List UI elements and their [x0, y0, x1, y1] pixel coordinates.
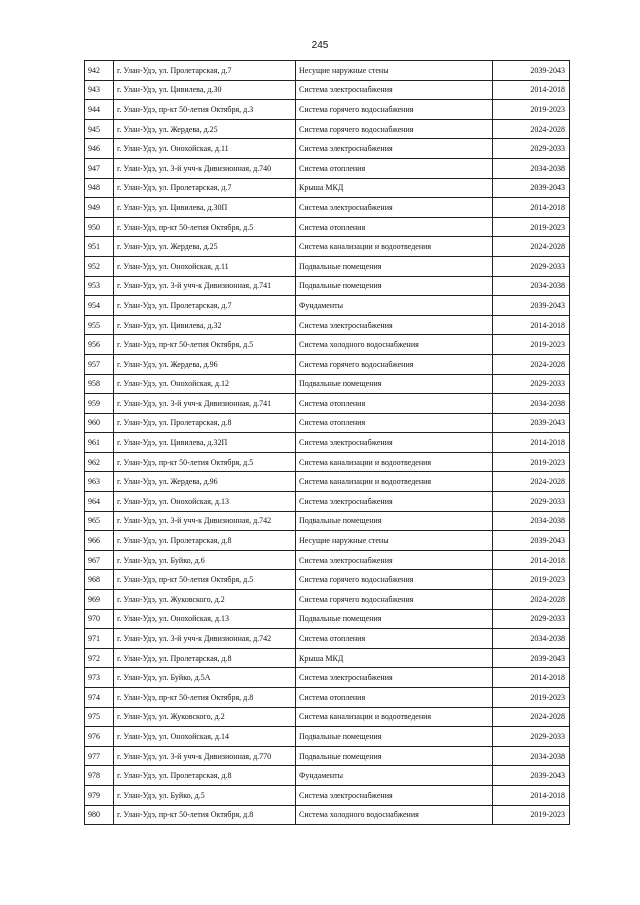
period-cell: 2014-2018: [493, 550, 570, 570]
work-type-cell: Подвальные помещения: [296, 256, 493, 276]
row-number-cell: 970: [85, 609, 114, 629]
work-type-cell: Система электроснабжения: [296, 433, 493, 453]
period-cell: 2039-2043: [493, 178, 570, 198]
address-cell: г. Улан-Удэ, ул. Пролетарская, д.8: [114, 766, 296, 786]
period-cell: 2014-2018: [493, 433, 570, 453]
row-number-cell: 944: [85, 100, 114, 120]
table-row: [85, 492, 570, 512]
period-cell: 2034-2038: [493, 746, 570, 766]
period-cell: 2029-2033: [493, 139, 570, 159]
period-cell: 2019-2023: [493, 217, 570, 237]
table-row: [85, 570, 570, 590]
period-cell: 2039-2043: [493, 766, 570, 786]
work-type-cell: Система холодного водоснабжения: [296, 335, 493, 355]
table-row: [85, 511, 570, 531]
table-row: [85, 746, 570, 766]
address-cell: г. Улан-Удэ, ул. Цивилева, д.32: [114, 315, 296, 335]
work-type-cell: Крыша МКД: [296, 648, 493, 668]
period-cell: 2024-2028: [493, 119, 570, 139]
row-number-cell: 976: [85, 727, 114, 747]
period-cell: 2019-2023: [493, 452, 570, 472]
address-cell: г. Улан-Удэ, ул. Пролетарская, д.7: [114, 61, 296, 81]
work-type-cell: Система канализации и водоотведения: [296, 472, 493, 492]
row-number-cell: 953: [85, 276, 114, 296]
row-number-cell: 979: [85, 785, 114, 805]
table-row: [85, 785, 570, 805]
period-cell: 2014-2018: [493, 785, 570, 805]
period-cell: 2034-2038: [493, 158, 570, 178]
table-row: [85, 139, 570, 159]
table-row: [85, 590, 570, 610]
address-cell: г. Улан-Удэ, ул. Цивилева, д.32П: [114, 433, 296, 453]
period-cell: 2024-2028: [493, 590, 570, 610]
row-number-cell: 972: [85, 648, 114, 668]
address-cell: г. Улан-Удэ, ул. Пролетарская, д.7: [114, 296, 296, 316]
table-row: [85, 296, 570, 316]
work-type-cell: Система канализации и водоотведения: [296, 707, 493, 727]
work-type-cell: Несущие наружные стены: [296, 531, 493, 551]
period-cell: 2039-2043: [493, 296, 570, 316]
work-type-cell: Система отопления: [296, 217, 493, 237]
row-number-cell: 973: [85, 668, 114, 688]
work-type-cell: Система отопления: [296, 394, 493, 414]
period-cell: 2029-2033: [493, 256, 570, 276]
address-cell: г. Улан-Удэ, ул. Буйко, д.5А: [114, 668, 296, 688]
address-cell: г. Улан-Удэ, пр-кт 50-летия Октября, д.8: [114, 805, 296, 825]
table-row: [85, 100, 570, 120]
table-row: [85, 413, 570, 433]
work-type-cell: Система отопления: [296, 158, 493, 178]
table-row: [85, 727, 570, 747]
address-cell: г. Улан-Удэ, ул. Пролетарская, д.8: [114, 413, 296, 433]
address-cell: г. Улан-Удэ, ул. Жуковского, д.2: [114, 707, 296, 727]
period-cell: 2029-2033: [493, 727, 570, 747]
work-type-cell: Система электроснабжения: [296, 315, 493, 335]
work-type-cell: Система электроснабжения: [296, 139, 493, 159]
row-number-cell: 945: [85, 119, 114, 139]
period-cell: 2024-2028: [493, 354, 570, 374]
work-type-cell: Система канализации и водоотведения: [296, 237, 493, 257]
row-number-cell: 980: [85, 805, 114, 825]
row-number-cell: 961: [85, 433, 114, 453]
table-row: [85, 80, 570, 100]
row-number-cell: 946: [85, 139, 114, 159]
period-cell: 2024-2028: [493, 707, 570, 727]
work-type-cell: Система отопления: [296, 688, 493, 708]
work-type-cell: Система горячего водоснабжения: [296, 590, 493, 610]
table-row: [85, 805, 570, 825]
address-cell: г. Улан-Удэ, ул. Жердева, д.25: [114, 119, 296, 139]
work-type-cell: Система электроснабжения: [296, 668, 493, 688]
address-cell: г. Улан-Удэ, ул. Пролетарская, д.7: [114, 178, 296, 198]
period-cell: 2039-2043: [493, 61, 570, 81]
table-row: [85, 237, 570, 257]
address-cell: г. Улан-Удэ, ул. Онохойская, д.11: [114, 256, 296, 276]
address-cell: г. Улан-Удэ, ул. 3-й учч-к Дивизионная, д.741: [114, 276, 296, 296]
work-type-cell: Система горячего водоснабжения: [296, 119, 493, 139]
period-cell: 2014-2018: [493, 668, 570, 688]
table-row: [85, 394, 570, 414]
address-cell: г. Улан-Удэ, ул. 3-й учч-к Дивизионная, д.740: [114, 158, 296, 178]
row-number-cell: 954: [85, 296, 114, 316]
period-cell: 2039-2043: [493, 413, 570, 433]
work-type-cell: Система электроснабжения: [296, 785, 493, 805]
row-number-cell: 978: [85, 766, 114, 786]
address-cell: г. Улан-Удэ, пр-кт 50-летия Октября, д.5: [114, 452, 296, 472]
row-number-cell: 942: [85, 61, 114, 81]
row-number-cell: 947: [85, 158, 114, 178]
work-type-cell: Система электроснабжения: [296, 492, 493, 512]
address-cell: г. Улан-Удэ, пр-кт 50-летия Октября, д.5: [114, 217, 296, 237]
row-number-cell: 956: [85, 335, 114, 355]
table-row: [85, 668, 570, 688]
table-row: [85, 256, 570, 276]
address-cell: г. Улан-Удэ, ул. Онохойская, д.14: [114, 727, 296, 747]
row-number-cell: 951: [85, 237, 114, 257]
period-cell: 2034-2038: [493, 629, 570, 649]
table-row: [85, 433, 570, 453]
row-number-cell: 960: [85, 413, 114, 433]
work-type-cell: Система электроснабжения: [296, 80, 493, 100]
address-cell: г. Улан-Удэ, пр-кт 50-летия Октября, д.5: [114, 570, 296, 590]
row-number-cell: 968: [85, 570, 114, 590]
table-row: [85, 531, 570, 551]
work-type-cell: Система отопления: [296, 413, 493, 433]
work-type-cell: Подвальные помещения: [296, 511, 493, 531]
table-row: [85, 374, 570, 394]
table-row: [85, 472, 570, 492]
row-number-cell: 966: [85, 531, 114, 551]
work-type-cell: Система холодного водоснабжения: [296, 805, 493, 825]
row-number-cell: 969: [85, 590, 114, 610]
work-type-cell: Подвальные помещения: [296, 276, 493, 296]
work-type-cell: Подвальные помещения: [296, 374, 493, 394]
table-row: [85, 452, 570, 472]
table-row: [85, 354, 570, 374]
table-row: [85, 707, 570, 727]
work-type-cell: Несущие наружные стены: [296, 61, 493, 81]
address-cell: г. Улан-Удэ, пр-кт 50-летия Октября, д.8: [114, 688, 296, 708]
address-cell: г. Улан-Удэ, ул. Онохойская, д.13: [114, 609, 296, 629]
row-number-cell: 952: [85, 256, 114, 276]
period-cell: 2029-2033: [493, 609, 570, 629]
address-cell: г. Улан-Удэ, ул. Пролетарская, д.8: [114, 648, 296, 668]
address-cell: г. Улан-Удэ, ул. Буйко, д.6: [114, 550, 296, 570]
row-number-cell: 971: [85, 629, 114, 649]
work-type-cell: Система канализации и водоотведения: [296, 452, 493, 472]
period-cell: 2014-2018: [493, 198, 570, 218]
row-number-cell: 950: [85, 217, 114, 237]
table-row: [85, 629, 570, 649]
work-type-cell: Крыша МКД: [296, 178, 493, 198]
period-cell: 2029-2033: [493, 374, 570, 394]
row-number-cell: 965: [85, 511, 114, 531]
address-cell: г. Улан-Удэ, ул. Цивилева, д.30: [114, 80, 296, 100]
table-row: [85, 315, 570, 335]
table-row: [85, 335, 570, 355]
address-cell: г. Улан-Удэ, пр-кт 50-летия Октября, д.3: [114, 100, 296, 120]
row-number-cell: 967: [85, 550, 114, 570]
row-number-cell: 977: [85, 746, 114, 766]
row-number-cell: 943: [85, 80, 114, 100]
table-row: [85, 217, 570, 237]
address-cell: г. Улан-Удэ, ул. Жердева, д.96: [114, 472, 296, 492]
period-cell: 2024-2028: [493, 472, 570, 492]
repair-schedule-table: [84, 60, 570, 825]
address-cell: г. Улан-Удэ, ул. Онохойская, д.11: [114, 139, 296, 159]
period-cell: 2034-2038: [493, 511, 570, 531]
table-row: [85, 276, 570, 296]
period-cell: 2019-2023: [493, 570, 570, 590]
address-cell: г. Улан-Удэ, ул. Цивилева, д.30П: [114, 198, 296, 218]
period-cell: 2039-2043: [493, 531, 570, 551]
table-row: [85, 198, 570, 218]
table-row: [85, 766, 570, 786]
page-number: 245: [311, 40, 329, 51]
table-body: [85, 61, 570, 825]
table-row: [85, 61, 570, 81]
address-cell: г. Улан-Удэ, ул. Жуковского, д.2: [114, 590, 296, 610]
period-cell: 2019-2023: [493, 805, 570, 825]
address-cell: г. Улан-Удэ, ул. 3-й учч-к Дивизионная, д.742: [114, 629, 296, 649]
row-number-cell: 949: [85, 198, 114, 218]
address-cell: г. Улан-Удэ, ул. Жердева, д.25: [114, 237, 296, 257]
address-cell: г. Улан-Удэ, ул. Буйко, д.5: [114, 785, 296, 805]
row-number-cell: 957: [85, 354, 114, 374]
address-cell: г. Улан-Удэ, ул. Жердева, д.96: [114, 354, 296, 374]
row-number-cell: 974: [85, 688, 114, 708]
work-type-cell: Система горячего водоснабжения: [296, 570, 493, 590]
address-cell: г. Улан-Удэ, ул. Пролетарская, д.8: [114, 531, 296, 551]
table-row: [85, 688, 570, 708]
table-row: [85, 609, 570, 629]
work-type-cell: Подвальные помещения: [296, 609, 493, 629]
row-number-cell: 964: [85, 492, 114, 512]
address-cell: г. Улан-Удэ, ул. 3-й учч-к Дивизионная, д.741: [114, 394, 296, 414]
work-type-cell: Система горячего водоснабжения: [296, 100, 493, 120]
work-type-cell: Фундаменты: [296, 766, 493, 786]
work-type-cell: Система горячего водоснабжения: [296, 354, 493, 374]
period-cell: 2034-2038: [493, 394, 570, 414]
work-type-cell: Подвальные помещения: [296, 746, 493, 766]
work-type-cell: Система электроснабжения: [296, 550, 493, 570]
row-number-cell: 948: [85, 178, 114, 198]
period-cell: 2019-2023: [493, 100, 570, 120]
period-cell: 2014-2018: [493, 80, 570, 100]
work-type-cell: Фундаменты: [296, 296, 493, 316]
work-type-cell: Система отопления: [296, 629, 493, 649]
row-number-cell: 958: [85, 374, 114, 394]
row-number-cell: 975: [85, 707, 114, 727]
period-cell: 2014-2018: [493, 315, 570, 335]
table-row: [85, 158, 570, 178]
address-cell: г. Улан-Удэ, ул. 3-й учч-к Дивизионная, д.770: [114, 746, 296, 766]
period-cell: 2029-2033: [493, 492, 570, 512]
table-row: [85, 178, 570, 198]
row-number-cell: 955: [85, 315, 114, 335]
work-type-cell: Подвальные помещения: [296, 727, 493, 747]
period-cell: 2019-2023: [493, 688, 570, 708]
address-cell: г. Улан-Удэ, ул. Онохойская, д.13: [114, 492, 296, 512]
address-cell: г. Улан-Удэ, ул. 3-й учч-к Дивизионная, д.742: [114, 511, 296, 531]
table-row: [85, 648, 570, 668]
address-cell: г. Улан-Удэ, пр-кт 50-летия Октября, д.5: [114, 335, 296, 355]
period-cell: 2034-2038: [493, 276, 570, 296]
row-number-cell: 963: [85, 472, 114, 492]
period-cell: 2019-2023: [493, 335, 570, 355]
address-cell: г. Улан-Удэ, ул. Онохойская, д.12: [114, 374, 296, 394]
period-cell: 2024-2028: [493, 237, 570, 257]
table-row: [85, 119, 570, 139]
period-cell: 2039-2043: [493, 648, 570, 668]
row-number-cell: 962: [85, 452, 114, 472]
work-type-cell: Система электроснабжения: [296, 198, 493, 218]
row-number-cell: 959: [85, 394, 114, 414]
table-row: [85, 550, 570, 570]
